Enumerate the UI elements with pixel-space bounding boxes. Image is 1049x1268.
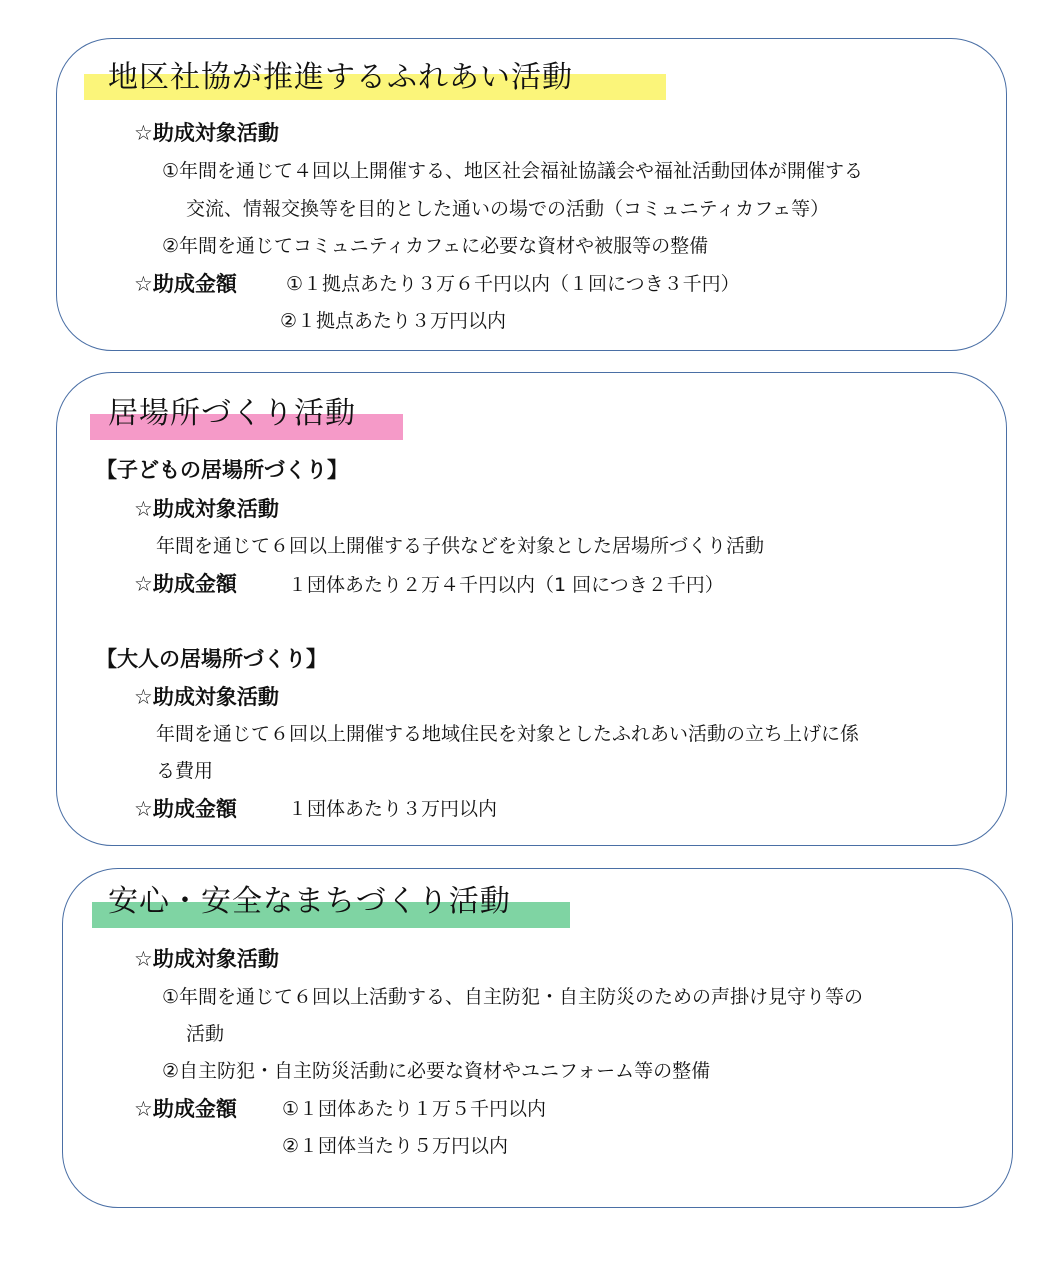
adults-target-line-2: る費用 [156,760,214,782]
section-title-anshin: 安心・安全なまちづくり活動 [108,884,511,919]
target-item-1-line-1: ①年間を通じて４回以上開催する、地区社会福祉協議会や福祉活動団体が開催する [162,160,864,182]
target-activity-label: ☆助成対象活動 [134,947,279,971]
target-item-1-line-1: ①年間を通じて６回以上活動する、自主防犯・自主防災のための声掛け見守り等の [162,986,864,1008]
target-item-2: ②自主防犯・自主防災活動に必要な資材やユニフォーム等の整備 [162,1060,711,1082]
grant-amount-1: ①１拠点あたり３万６千円以内（１回につき３千円） [286,273,740,295]
target-item-2: ②年間を通じてコミュニティカフェに必要な資材や被服等の整備 [162,235,709,257]
children-ibasho-header: 【子どもの居場所づくり】 [96,458,348,482]
section-title-fureai: 地区社協が推進するふれあい活動 [108,60,573,95]
grant-amount-2: ②１拠点あたり３万円以内 [280,310,507,332]
target-item-1-line-2: 活動 [186,1023,225,1045]
grant-amount-label: ☆助成金額 [134,572,237,596]
grant-amount-2: ②１団体当たり５万円以内 [282,1135,509,1157]
section-title-ibasho: 居場所づくり活動 [108,396,356,431]
target-activity-label: ☆助成対象活動 [134,685,279,709]
grant-amount-1: ①１団体あたり１万５千円以内 [282,1098,547,1120]
adults-ibasho-header: 【大人の居場所づくり】 [96,647,327,671]
target-activity-label: ☆助成対象活動 [134,121,279,145]
grant-amount-label: ☆助成金額 [134,1097,237,1121]
grant-amount-label: ☆助成金額 [134,797,237,821]
children-target-text: 年間を通じて６回以上開催する子供などを対象とした居場所づくり活動 [156,535,765,557]
grant-amount-label: ☆助成金額 [134,272,237,296]
adults-target-line-1: 年間を通じて６回以上開催する地域住民を対象としたふれあい活動の立ち上げに係 [156,723,860,745]
target-activity-label: ☆助成対象活動 [134,497,279,521]
target-item-1-line-2: 交流、情報交換等を目的とした通いの場での活動（コミュニティカフェ等） [186,198,830,220]
adults-amount-text: １団体あたり３万円以内 [288,798,498,820]
children-amount-text: １団体あたり２万４千円以内（1 回につき２千円） [288,574,724,596]
